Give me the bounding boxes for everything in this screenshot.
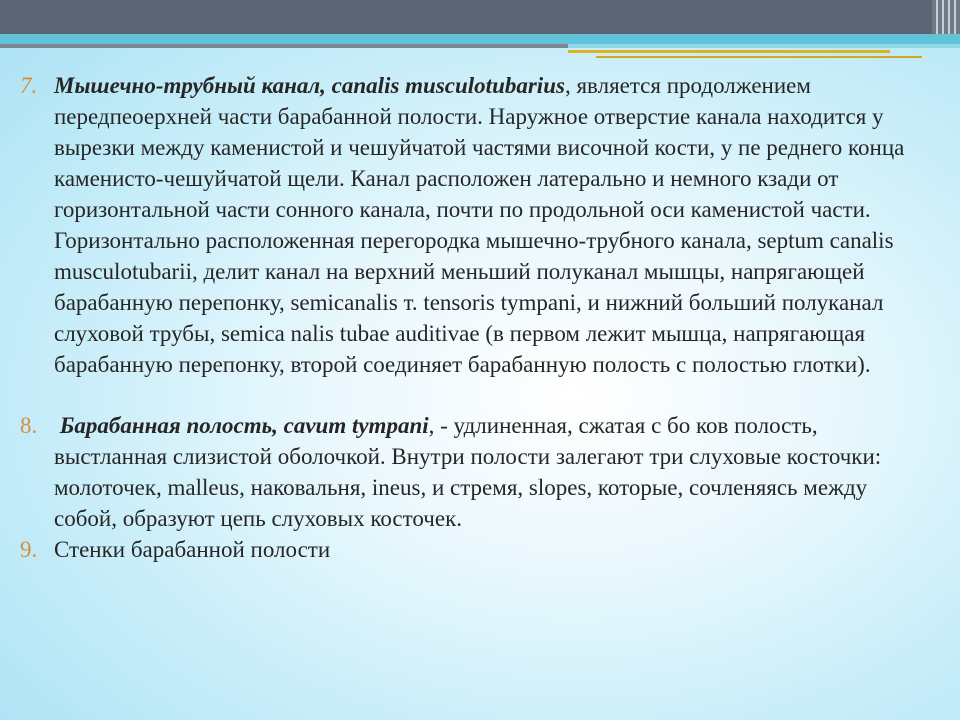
list-item-8: [20, 410, 928, 534]
accent-band: [0, 34, 960, 44]
term-description: Стенки барабанной полости: [54, 537, 331, 562]
list-item-text: [54, 534, 928, 565]
gold-divider-line: [568, 50, 890, 53]
list-item-text: [54, 410, 928, 534]
corner-stripes-decoration: [932, 0, 960, 34]
term-description: , - удлиненная, сжатая с бо ков полость, выстланная слизистой оболочкой. Внутри полости залегают три слуховые косточки: молоточек, malleus, наковальня, ineus, и стремя, slopes, которые, сочленяясь между собой, образуют цепь слуховых косточек.: [54, 413, 882, 531]
list-number: 9.: [20, 537, 38, 562]
list-item-9: [20, 534, 928, 565]
list-number: 7.: [20, 73, 38, 98]
term-description: , является продолжением передпеоерхней части барабанной полости. Наружное отверстие канала находится у вырезки между каменистой и чешуйчатой частями височной кости, у пе реднего конца каменисто-чешуйчатой щели. Канал расположен латерально и немного кзади от горизонтальной части сонного канала, почти по продольной оси каменистой части. Горизонтально расположенная перегородка мышечно-трубного канала, septum canalis musculotubarii, делит канал на верхний меньший полуканал мышцы, напрягающей барабанную перепонку, semicanalis т. tensoris tympani, и нижний больший полуканал слуховой трубы, semica nalis tubae auditivae (в первом лежит мышца, напрягающая барабанную перепонку, второй соединяет барабанную полость с полостью глотки).: [54, 73, 905, 377]
term-heading: Барабанная полость, cavum tympani: [59, 413, 429, 438]
gold-divider-line-secondary: [596, 56, 922, 58]
list-item-text: [54, 70, 928, 380]
slide-content: [20, 70, 928, 565]
list-item-7: [20, 70, 928, 380]
term-heading: Мышечно-трубный канал, canalis musculotubarius: [54, 73, 565, 98]
top-title-bar: [0, 0, 960, 34]
gray-divider-line: [0, 44, 568, 48]
spacer: [20, 380, 928, 410]
list-number: 8.: [20, 413, 38, 438]
